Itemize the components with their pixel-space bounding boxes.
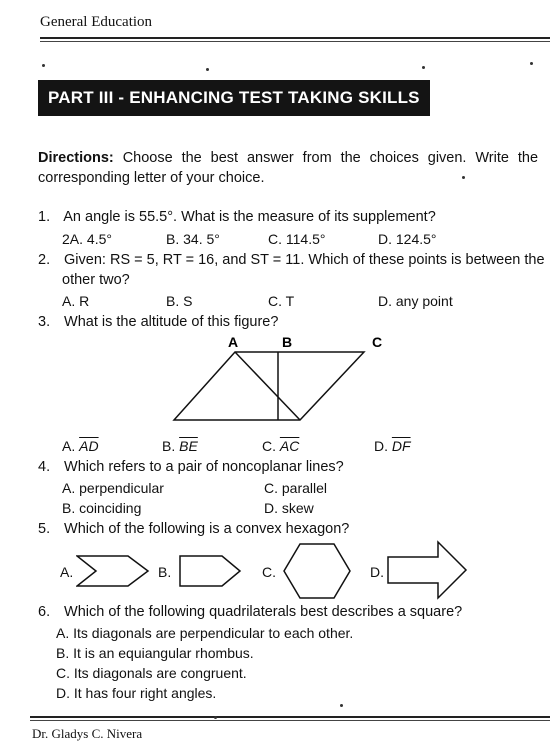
- option-letter: B.: [162, 438, 176, 454]
- option-letter: A.: [62, 438, 76, 454]
- q6-option-b[interactable]: B. It is an equiangular rhombus.: [56, 645, 254, 661]
- question-6: [38, 604, 462, 620]
- question-2-line-2: other two?: [62, 272, 130, 288]
- question-text: An angle is 55.5°. What is the measure of its supplement?: [63, 209, 436, 225]
- question-number: 2.: [38, 252, 51, 268]
- q4-option-b[interactable]: B. coinciding: [62, 500, 142, 516]
- running-header: General Education: [40, 14, 153, 30]
- q2-option-d[interactable]: D. any point: [378, 293, 453, 309]
- part-banner: PART III - ENHANCING TEST TAKING SKILLS: [38, 80, 430, 116]
- q5-shape-c[interactable]: [282, 542, 352, 600]
- q6-option-a[interactable]: A. Its diagonals are perpendicular to each other.: [56, 625, 354, 641]
- q6-option-c[interactable]: C. Its diagonals are congruent.: [56, 665, 247, 681]
- scan-speck: [340, 704, 343, 707]
- chevron-shape: [77, 556, 148, 586]
- question-text: Which of the following quadrilaterals best describes a square?: [64, 604, 463, 620]
- scan-speck: [530, 62, 533, 65]
- option-letter: C.: [262, 438, 276, 454]
- arrow-shape: [388, 542, 466, 598]
- q1-option-d[interactable]: D. 124.5°: [378, 231, 437, 247]
- q5-option-b-letter[interactable]: B.: [158, 564, 172, 580]
- q5-shape-a[interactable]: [76, 554, 152, 588]
- question-number: 1.: [38, 209, 51, 225]
- q1-option-b[interactable]: B. 34. 5°: [166, 231, 220, 247]
- question-3: [38, 314, 278, 330]
- directions-label: Directions:: [38, 150, 114, 166]
- vertex-label-c: C: [372, 334, 383, 350]
- q1-option-a[interactable]: 2A. 4.5°: [62, 231, 112, 247]
- hexagon-shape: [284, 544, 350, 598]
- question-number: 3.: [38, 314, 51, 330]
- question-text: Which of the following is a convex hexagon?: [64, 521, 350, 537]
- scan-speck: [42, 64, 45, 67]
- segment-label: $\overline{AC}$: [279, 438, 300, 454]
- q4-option-c[interactable]: C. parallel: [264, 480, 328, 496]
- q5-shape-d[interactable]: [386, 540, 470, 600]
- footer-author: Dr. Gladys C. Nivera: [32, 726, 143, 741]
- q5-option-a-letter[interactable]: A.: [60, 564, 74, 580]
- directions-text: Choose the best answer from the choices given. Write the corresponding letter of your choice.: [38, 150, 539, 186]
- footer-rule: [30, 716, 550, 718]
- question-number: 4.: [38, 459, 51, 475]
- q5-option-d-letter[interactable]: D.: [370, 564, 384, 580]
- option-letter: D.: [374, 438, 388, 454]
- segment-label: $\overline{DF}$: [391, 438, 411, 454]
- q5-option-c-letter[interactable]: C.: [262, 564, 276, 580]
- question-5: [38, 521, 349, 537]
- q3-option-a[interactable]: [62, 438, 99, 454]
- question-number: 6.: [38, 604, 51, 620]
- question-4: [38, 459, 344, 475]
- question-text: Which refers to a pair of noncoplanar lines?: [64, 459, 344, 475]
- scan-speck: [206, 68, 209, 71]
- q2-option-b[interactable]: B. S: [166, 293, 193, 309]
- pentagon-shape: [180, 556, 240, 586]
- vertex-label-a: A: [228, 334, 239, 350]
- q4-option-a[interactable]: A. perpendicular: [62, 480, 164, 496]
- q3-option-b[interactable]: [162, 438, 198, 454]
- question-text: What is the altitude of this figure?: [64, 314, 279, 330]
- diagonal-segment: [235, 352, 300, 420]
- footer-rule-thin: [30, 720, 550, 721]
- vertex-label-b: B: [282, 334, 293, 350]
- segment-label: $\overline{AD}$: [79, 438, 99, 454]
- question-number: 5.: [38, 521, 51, 537]
- q3-option-d[interactable]: [374, 438, 411, 454]
- q3-option-c[interactable]: [262, 438, 299, 454]
- question-2: [38, 252, 545, 268]
- header-rule-thin: [40, 41, 550, 42]
- scan-speck: [214, 716, 217, 719]
- q5-shape-b[interactable]: [178, 554, 242, 588]
- scan-speck: [462, 176, 465, 179]
- q1-option-c[interactable]: C. 114.5°: [268, 231, 326, 247]
- q2-option-a[interactable]: A. R: [62, 293, 90, 309]
- scan-speck: [422, 66, 425, 69]
- header-rule: [40, 37, 550, 39]
- q2-option-c[interactable]: C. T: [268, 293, 295, 309]
- question-1: [38, 209, 436, 225]
- parallelogram-figure: [160, 330, 400, 430]
- parallelogram: [174, 352, 364, 420]
- q4-option-d[interactable]: D. skew: [264, 500, 314, 516]
- q6-option-d[interactable]: D. It has four right angles.: [56, 685, 217, 701]
- directions: [38, 148, 538, 188]
- segment-label: $\overline{BE}$: [179, 438, 198, 454]
- question-text: Given: RS = 5, RT = 16, and ST = 11. Which of these points is between the: [64, 252, 545, 268]
